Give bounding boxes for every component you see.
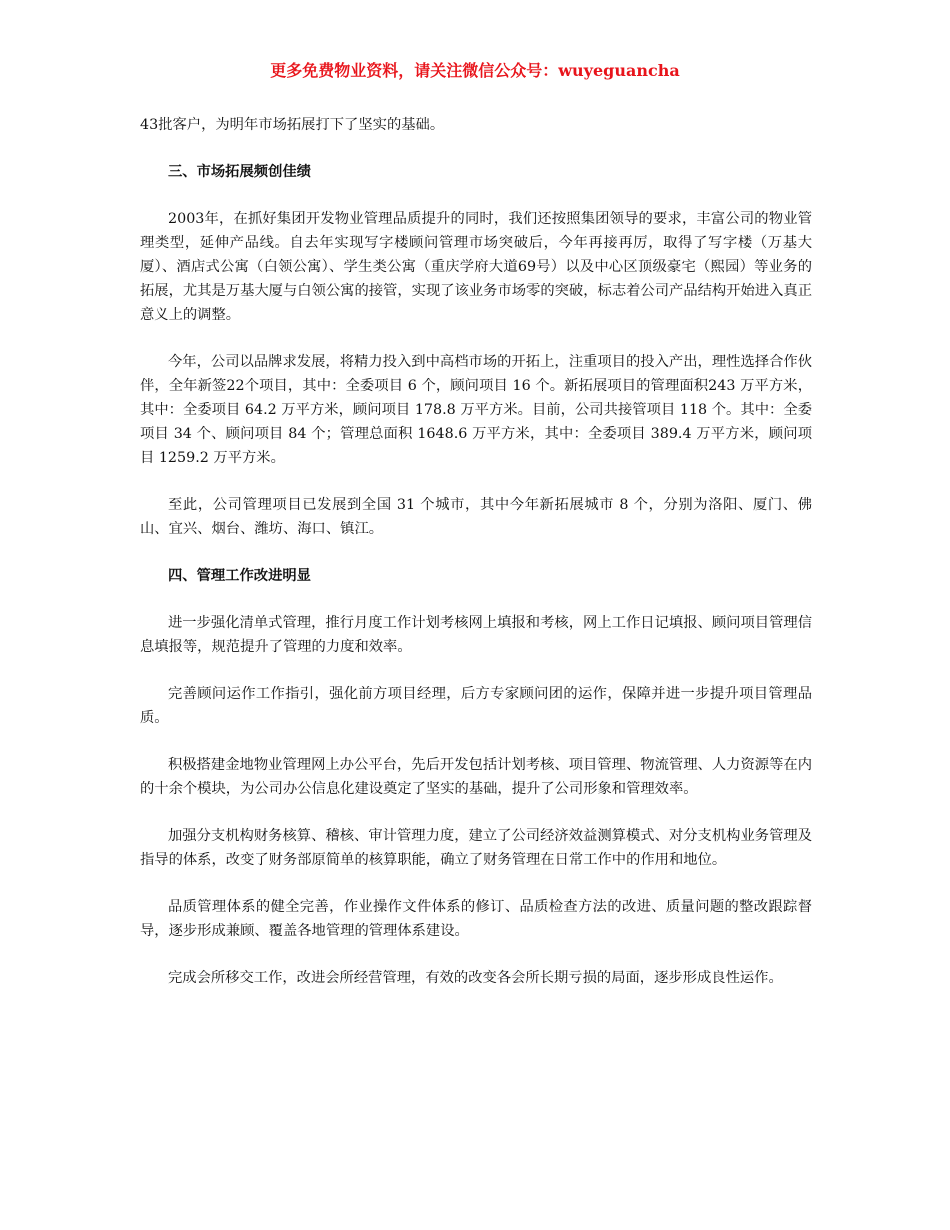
paragraph: 2003年，在抓好集团开发物业管理品质提升的同时，我们还按照集团领导的要求，丰富公司的物业管理类型，延伸产品线。自去年实现写字楼顾问管理市场突破后，今年再接再厉，取得了写字楼（万基大厦）、酒店式公寓（白领公寓）、学生类公寓（重庆学府大道69号）以及中心区顶级豪宅（熙园）等业务的拓展，尤其是万基大厦与白领公寓的接管，实现了该业务市场零的突破，标志着公司产品结构开始进入真正意义上的调整。 — [140, 211, 812, 323]
document-body — [140, 113, 812, 1013]
paragraph: 今年，公司以品牌求发展，将精力投入到中高档市场的开拓上，注重项目的投入产出，理性选择合作伙伴，全年新签22个项目，其中：全委项目 6 个，顾问项目 16 个。新拓展项目的管理面积243 万平方米，其中：全委项目 64.2 万平方米，顾问项目 178.8 万平方米。目前，公司共接管项目 118 个。其中：全委项目 34 个、顾问项目 84 个；管理总面积 1648.6 万平方米，其中：全委项目 389.4 万平方米，顾问项目 1259.2 万平方米。 — [140, 354, 812, 466]
paragraph: 加强分支机构财务核算、稽核、审计管理力度，建立了公司经济效益测算模式、对分支机构业务管理及指导的体系，改变了财务部原简单的核算职能，确立了财务管理在日常工作中的作用和地位。 — [140, 828, 812, 868]
paragraph: 至此，公司管理项目已发展到全国 31 个城市，其中今年新拓展城市 8 个，分别为洛阳、厦门、佛山、宜兴、烟台、潍坊、海口、镇江。 — [140, 497, 812, 537]
paragraph: 进一步强化清单式管理，推行月度工作计划考核网上填报和考核，网上工作日记填报、顾问项目管理信息填报等，规范提升了管理的力度和效率。 — [140, 615, 812, 655]
paragraph: 品质管理体系的健全完善，作业操作文件体系的修订、品质检查方法的改进、质量问题的整改跟踪督导，逐步形成兼顾、覆盖各地管理的管理体系建设。 — [140, 899, 812, 939]
promo-banner: 更多免费物业资料，请关注微信公众号：wuyeguancha — [270, 61, 680, 80]
paragraph: 完成会所移交工作，改进会所经营管理，有效的改变各会所长期亏损的局面，逐步形成良性运作。 — [168, 970, 783, 986]
paragraph: 积极搭建金地物业管理网上办公平台，先后开发包括计划考核、项目管理、物流管理、人力资源等在内的十余个模块，为公司办公信息化建设奠定了坚实的基础，提升了公司形象和管理效率。 — [140, 757, 812, 797]
section-heading-management-improvement: 四、管理工作改进明显 — [168, 568, 311, 584]
section-heading-market-expansion: 三、市场拓展频创佳绩 — [168, 164, 311, 180]
intro-line: 43批客户，为明年市场拓展打下了坚实的基础。 — [140, 117, 445, 133]
paragraph: 完善顾问运作工作指引，强化前方项目经理，后方专家顾问团的运作，保障并进一步提升项目管理品质。 — [140, 686, 812, 726]
